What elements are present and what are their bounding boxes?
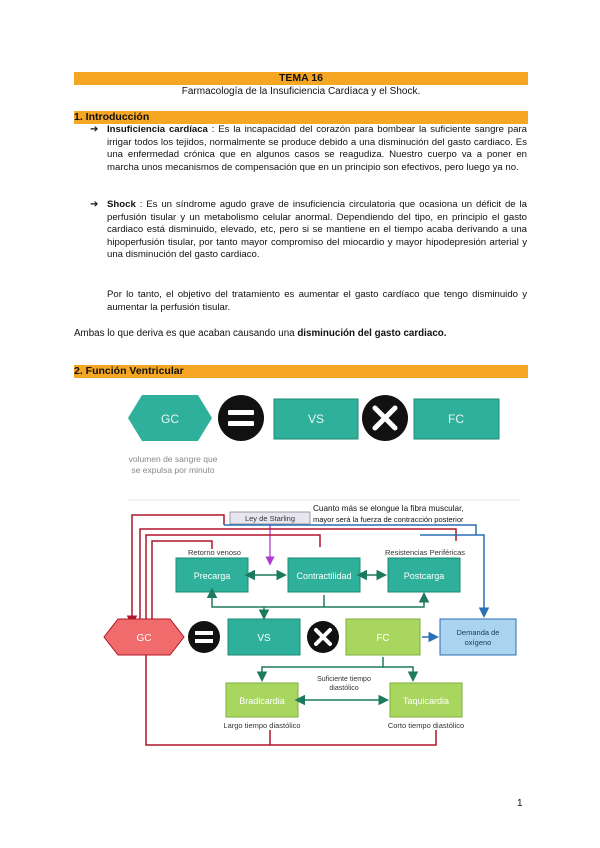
diagram-gc-label: GC bbox=[136, 633, 152, 644]
ventricular-diagram bbox=[0, 495, 600, 755]
suficiente-label-2: diastólico bbox=[329, 685, 359, 692]
diagram-equals-icon bbox=[188, 621, 220, 653]
eq-gc-label: GC bbox=[161, 412, 179, 426]
tema-subtitle: Farmacología de la Insuficiencia Cardíaca y el Shock. bbox=[181, 86, 421, 97]
precarga-label: Precarga bbox=[193, 571, 231, 581]
tema-title: TEMA 16 bbox=[74, 72, 528, 85]
paragraph-insuficiencia bbox=[107, 124, 527, 174]
paragraph-objetivo: Por lo tanto, el objetivo del tratamiento es aumentar el gasto cardíaco que tengo disminuido y aumentar la perfusión tisular. bbox=[107, 289, 527, 313]
diagram-fc-label: FC bbox=[376, 633, 390, 644]
largo-label: Largo tiempo diastólico bbox=[223, 721, 301, 730]
equals-icon bbox=[218, 395, 264, 441]
eq-caption-2: se expulsa por minuto bbox=[131, 465, 215, 475]
ley-starling-label: Ley de Starling bbox=[244, 514, 296, 523]
resistencias-label: Resistencias Periféricas bbox=[385, 548, 466, 557]
arrow-bullet-icon: ➔ bbox=[90, 199, 99, 210]
term-shock: Shock bbox=[107, 199, 136, 210]
conclusion-bold: disminución del gasto cardiaco. bbox=[297, 328, 447, 339]
arrow-bullet-icon: ➔ bbox=[90, 124, 99, 135]
eq-vs-label: VS bbox=[307, 412, 325, 426]
eq-fc-label: FC bbox=[448, 412, 464, 426]
section-1-heading: 1. Introducción bbox=[74, 111, 528, 124]
text-shock: : Es un síndrome agudo grave de insuficiencia circulatoria que ocasiona un déficit de la perfusión tisular y un metabolismo celular anormal. Dependiendo del tipo, en principio el gasto cardiaco está disminuido, elevado, etc, pero si se mantiene en el tiempo acaba derivando a una hipoperfusión tisular, por tanto mayor compromiso del miocardio y mayor hipodepresión arterial y una disminución del gasto cardiaco. bbox=[107, 199, 527, 261]
bradicardia-label: Bradicardia bbox=[239, 696, 285, 706]
suficiente-label-1: Suficiente tiempo bbox=[317, 676, 371, 683]
demanda-label-2: oxígeno bbox=[464, 638, 492, 647]
section-2-heading: 2. Función Ventricular bbox=[74, 365, 528, 378]
starling-note-1: Cuanto más se elongue la fibra muscular, bbox=[313, 504, 464, 513]
postcarga-label: Postcarga bbox=[403, 571, 445, 581]
corto-label: Corto tiempo diastólico bbox=[387, 721, 465, 730]
eq-caption-1: volumen de sangre que bbox=[128, 454, 218, 464]
taquicardia-label: Taquicardia bbox=[402, 696, 450, 706]
demanda-box bbox=[440, 619, 516, 655]
retorno-venoso-label: Retorno venoso bbox=[188, 548, 241, 557]
paragraph-shock bbox=[107, 199, 527, 262]
page-number: 1 bbox=[517, 798, 523, 809]
contractilidad-label: Contractilidad bbox=[296, 571, 352, 581]
diagram-vs-label: VS bbox=[257, 633, 271, 644]
text-insuficiencia: : Es la incapacidad del corazón para bombear la suficiente sangre para irrigar todos los tejidos, normalmente se produce debido a una disminución del gasto cardiaco. Es una enfermedad crónica que en algunos casos se reagudiza. Nuestro cuerpo va a poner en marcha unos mecanismos de compensación que en un principio son efectivos, pero luego ya no. bbox=[107, 124, 527, 173]
conclusion bbox=[74, 328, 528, 340]
starling-note-2: mayor será la fuerza de contracción posterior bbox=[313, 515, 464, 524]
equation-figure bbox=[0, 385, 600, 480]
term-insuficiencia: Insuficiencia cardíaca bbox=[107, 124, 208, 135]
demanda-label-1: Demanda de bbox=[456, 628, 500, 637]
conclusion-text: Ambas lo que deriva es que acaban causando una bbox=[74, 328, 298, 339]
